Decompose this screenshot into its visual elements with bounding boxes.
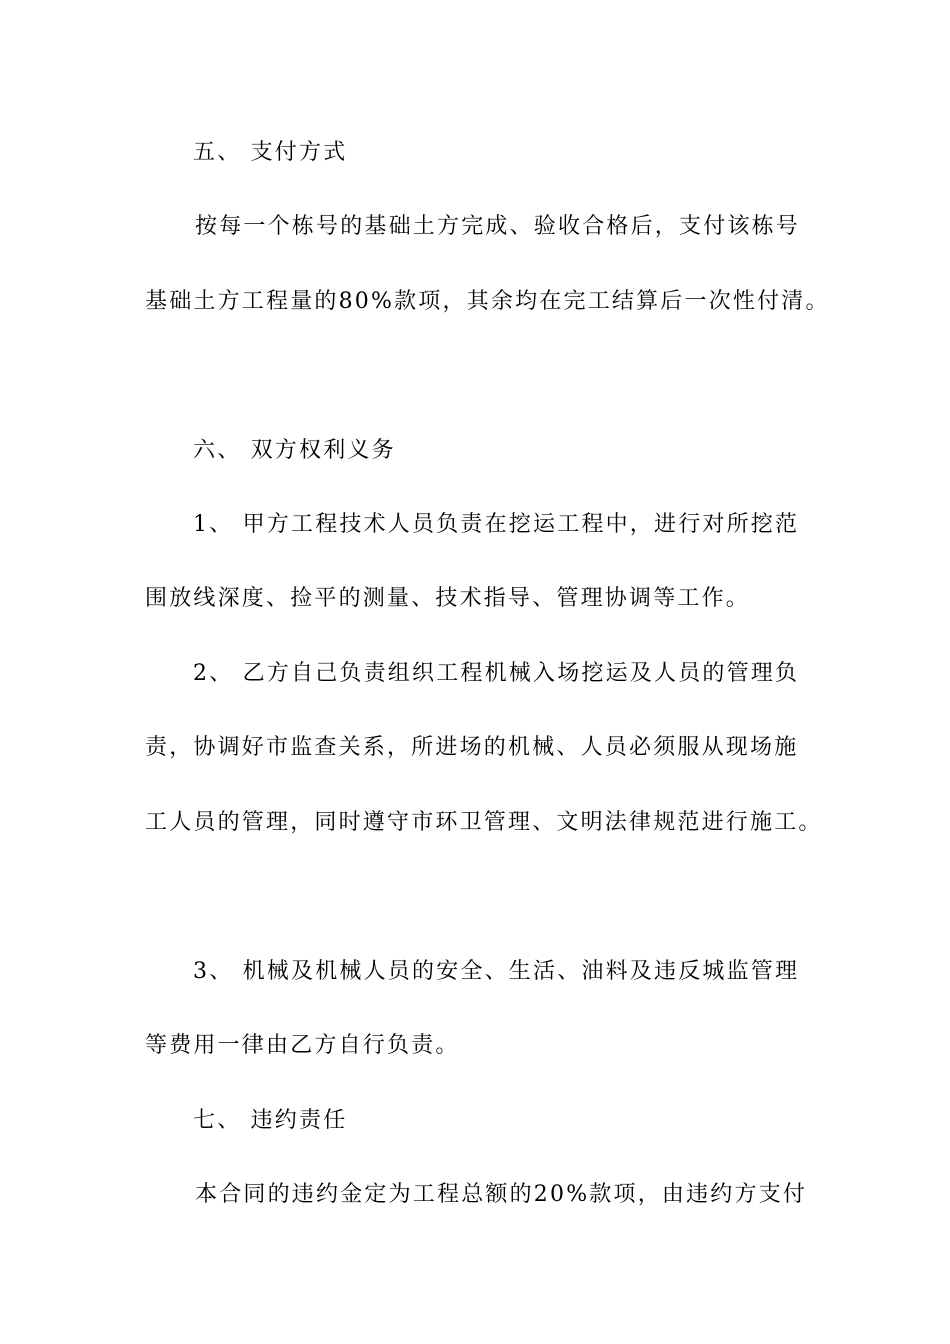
paragraph-line: 本合同的违约金定为工程总额的20%款项，由违约方支付 bbox=[195, 1182, 808, 1207]
paragraph-line: 按每一个栋号的基础土方完成、验收合格后，支付该栋号 bbox=[195, 214, 801, 239]
list-item-line: 2、 乙方自己负责组织工程机械入场挖运及人员的管理负 bbox=[193, 661, 800, 686]
list-item-line: 工人员的管理，同时遵守市环卫管理、文明法律规范进行施工。 bbox=[145, 810, 823, 835]
list-item-line: 1、 甲方工程技术人员负责在挖运工程中，进行对所挖范 bbox=[193, 512, 800, 537]
section-heading-liability: 七、 违约责任 bbox=[193, 1108, 348, 1133]
section-heading-payment: 五、 支付方式 bbox=[193, 140, 348, 165]
paragraph-line: 基础土方工程量的80%款项，其余均在完工结算后一次性付清。 bbox=[145, 289, 830, 314]
list-item-line: 3、 机械及机械人员的安全、生活、油料及违反城监管理 bbox=[193, 959, 800, 984]
list-item-line: 责，协调好市监查关系，所进场的机械、人员必须服从现场施 bbox=[145, 735, 799, 760]
section-heading-rights-obligations: 六、 双方权利义务 bbox=[193, 438, 396, 463]
list-item-line: 等费用一律由乙方自行负责。 bbox=[145, 1033, 460, 1058]
list-item-line: 围放线深度、捡平的测量、技术指导、管理协调等工作。 bbox=[145, 586, 751, 611]
